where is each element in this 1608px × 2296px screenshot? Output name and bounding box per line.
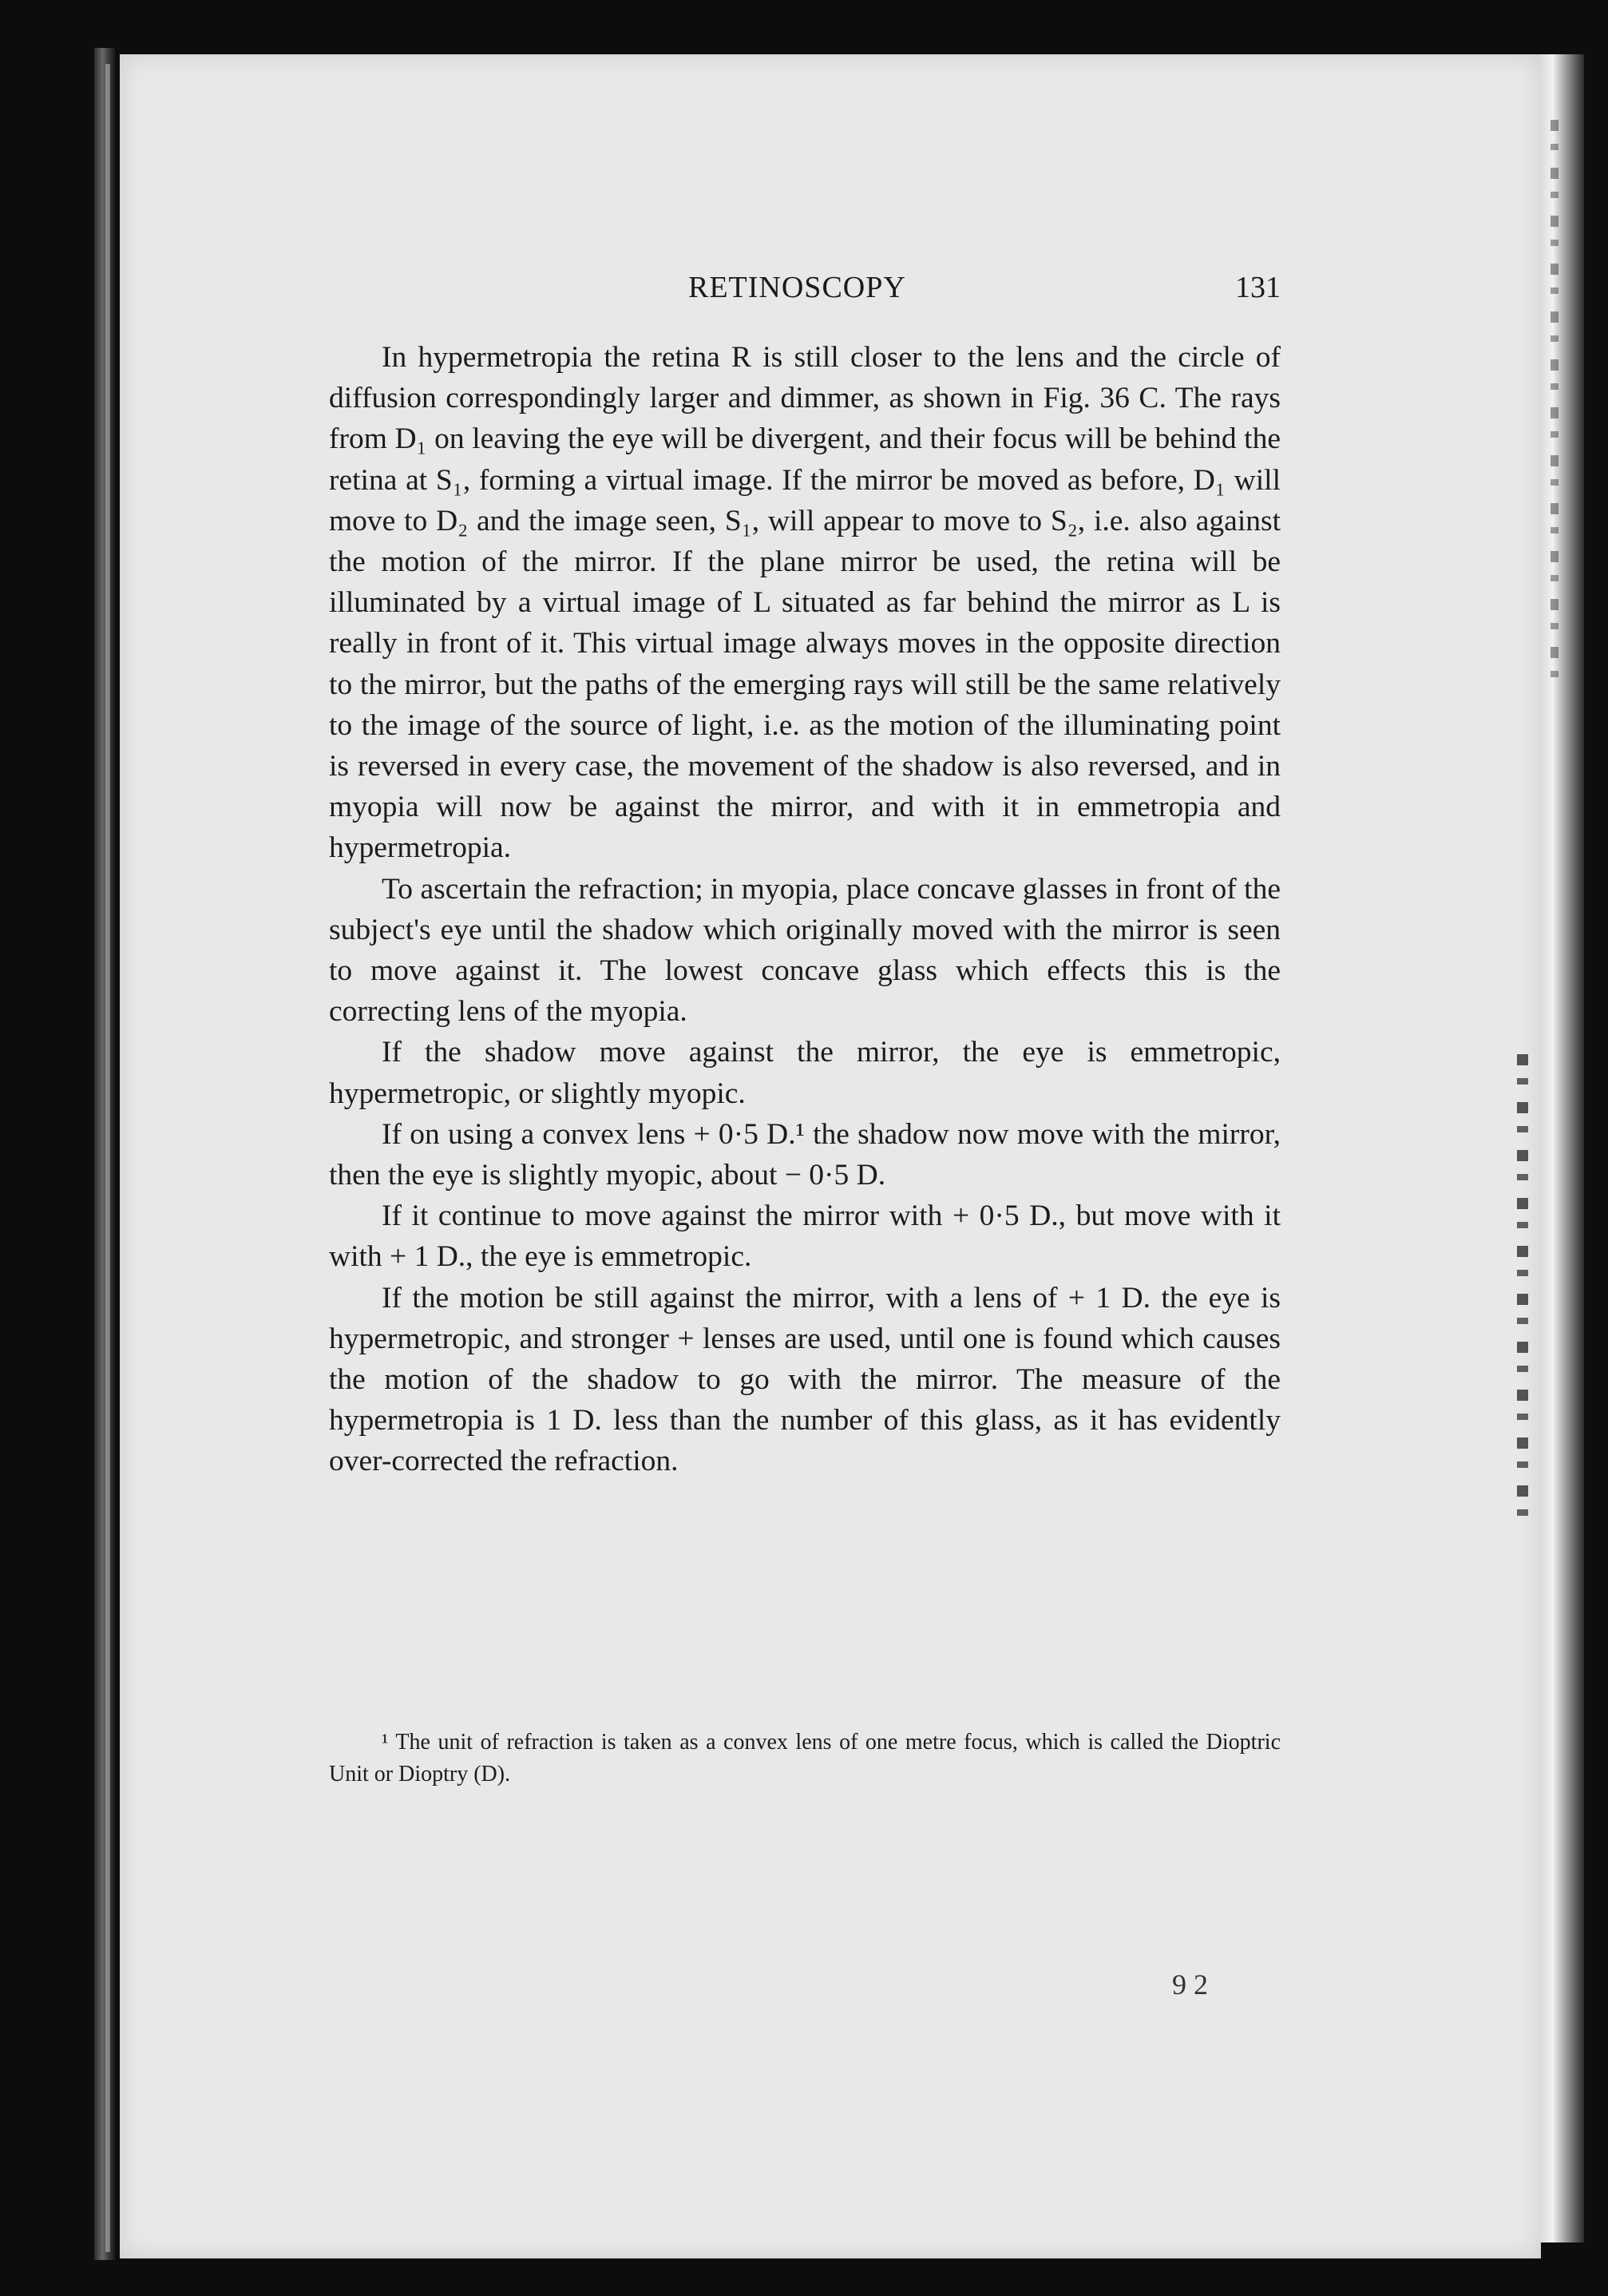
paragraph: In hypermetropia the retina R is still closer to the lens and the circle of diffusion correspondingly larger and dimmer, as shown in Fig. 36 C. The rays from D₁ on leaving the eye will be divergent, and their focus will be behind the retina at S₁, forming a virtual image. If the mirror be moved as before, D₁ will move to D₂ and the image seen, S₁, will appear to move to S₂, i.e. also against the motion of the mirror. If the plane mirror be used, the retina will be illuminated by a virtual image of L situated as far behind the mirror as L is really in front of it. This virtual image always moves in the opposite direction to the mirror, but the paths of the emerging rays will still be the same relatively to the image of the source of light, i.e. as the motion of the illuminating point is reversed in every case, the movement of the shadow is also reversed, and in myopia will now be against the mirror, and with it in emmetropia and hypermetropia. <box>329 341 1281 865</box>
paragraph: If the motion be still against the mirror, with a lens of + 1 D. the eye is hypermetropic, and stronger + lenses are used, until one is found which causes the motion of the shadow to go with the mirror. The measure of the hypermetropia is 1 D. less than the number of this glass, as it has evidently over-corrected the refraction. <box>329 1281 1281 1478</box>
signature-mark: 9 2 <box>1172 1969 1208 2001</box>
book-spine-highlight <box>105 64 110 2252</box>
body-text <box>329 337 1281 1482</box>
footnote: ¹ The unit of refraction is taken as a convex lens of one metre focus, which is called the Dioptric Unit or Dioptry (D). <box>329 1730 1281 1786</box>
page-number: 131 <box>1235 271 1281 304</box>
paragraph: If it continue to move against the mirror with + 0·5 D., but move with it with + 1 D., the eye is emmetropic. <box>329 1200 1281 1274</box>
running-title: RETINOSCOPY <box>688 271 906 304</box>
margin-marks <box>1517 1054 1528 1533</box>
page-edge <box>1539 54 1584 2242</box>
margin-marks-top <box>1551 120 1558 679</box>
running-header <box>329 270 1281 310</box>
paragraph: If on using a convex lens + 0·5 D.¹ the shadow now move with the mirror, then the eye is slightly myopic, about − 0·5 D. <box>329 1117 1281 1192</box>
paragraph: If the shadow move against the mirror, the eye is emmetropic, hypermetropic, or slightly myopic. <box>329 1036 1281 1110</box>
book-spine <box>94 48 115 2260</box>
paragraph: To ascertain the refraction; in myopia, place concave glasses in front of the subject's eye until the shadow which originally moved with the mirror is seen to move against it. The lowest concave glass which effects this is the correcting lens of the myopia. <box>329 872 1281 1029</box>
